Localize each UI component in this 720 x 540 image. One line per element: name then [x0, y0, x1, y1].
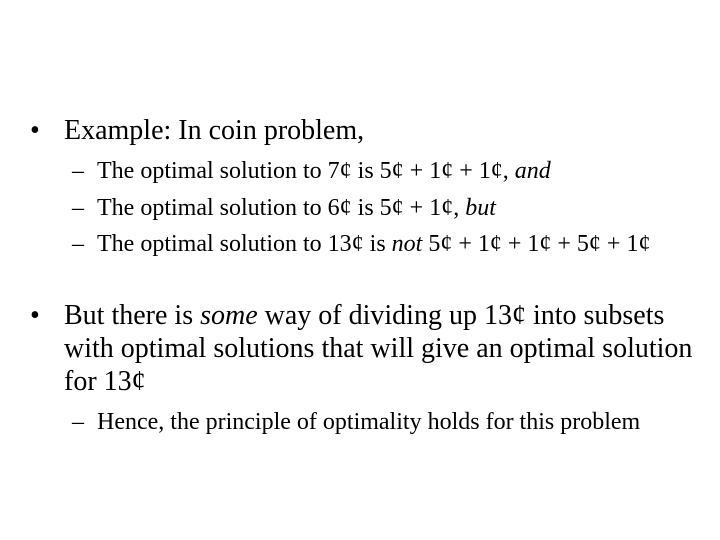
text-run: The optimal solution to 13¢ is: [97, 231, 392, 257]
sub-bullet-7-cents: [72, 156, 700, 186]
sub-bullet-text: [97, 229, 700, 259]
bullet-glyph: •: [30, 115, 40, 146]
dash-glyph: –: [72, 409, 84, 435]
dash-glyph: –: [72, 195, 84, 221]
bullet-text: [64, 299, 700, 398]
sub-bullet-hence: [72, 407, 700, 437]
dash-glyph: –: [72, 158, 84, 184]
bullet-glyph: •: [30, 300, 40, 331]
bullet-example: [30, 114, 700, 147]
sub-bullet-text: [97, 193, 700, 223]
dash-glyph: –: [72, 231, 84, 257]
italic-word: not: [391, 231, 423, 257]
italic-word: and: [514, 158, 551, 184]
sub-bullet-text: Hence, the principle of optimality holds for this problem: [97, 409, 641, 435]
sub-bullet-text: [97, 156, 700, 186]
italic-word: some: [200, 300, 258, 331]
text-run: 5¢ + 1¢ + 1¢ + 5¢ + 1¢: [422, 231, 651, 257]
bullet-text: Example: In coin problem,: [64, 115, 365, 146]
sub-bullet-13-cents: [72, 229, 700, 259]
text-run: But there is: [64, 300, 201, 331]
italic-word: but: [465, 195, 496, 221]
text-run: The optimal solution to 6¢ is 5¢ + 1¢,: [97, 195, 466, 221]
sub-bullet-6-cents: [72, 193, 700, 223]
bullet-dividing: [30, 299, 700, 398]
text-run: way of dividing up 13¢ into subsets with optimal solutions that will give an optimal solution for 13¢: [64, 300, 693, 397]
text-run: The optimal solution to 7¢ is 5¢ + 1¢ + 1¢,: [97, 158, 515, 184]
